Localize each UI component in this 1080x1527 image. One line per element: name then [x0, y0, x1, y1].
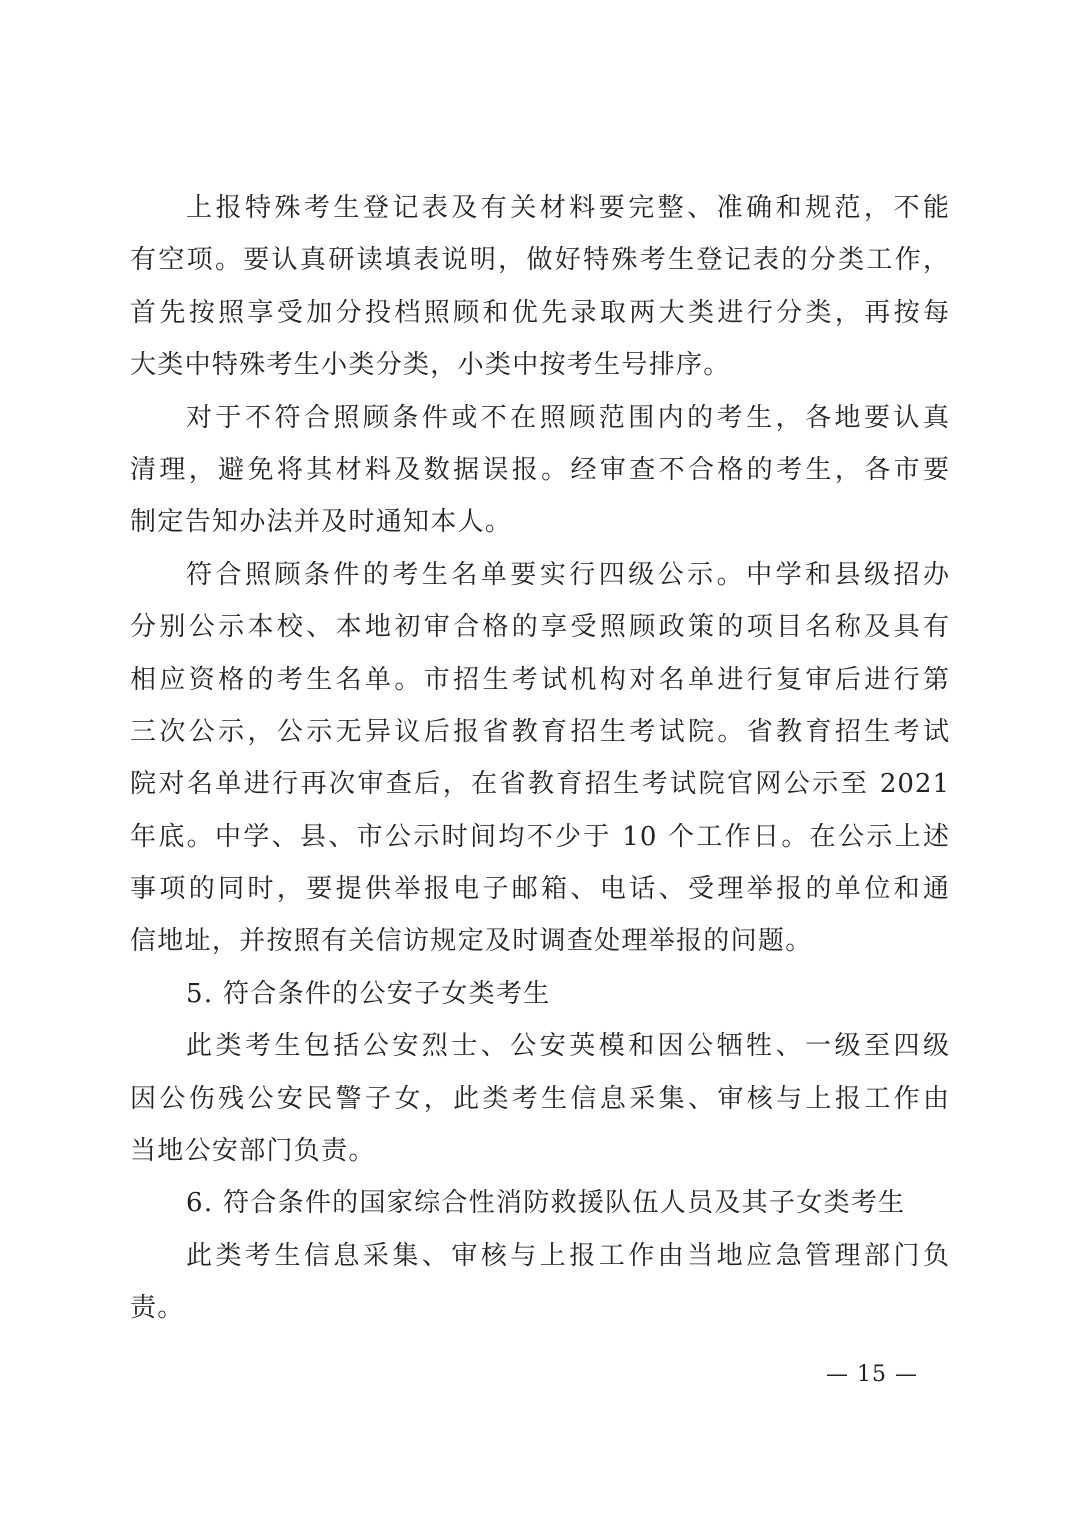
text-line: 制定告知办法并及时通知本人。	[130, 507, 513, 538]
text-line: 院对名单进行再次审查后，在省教育招生考试院官网公示至 2021	[130, 769, 950, 800]
paragraph	[130, 1230, 950, 1335]
text-line: 因公伤残公安民警子女，此类考生信息采集、审核与上报工作由	[130, 1083, 950, 1114]
paragraph	[130, 392, 950, 549]
text-line: 责。	[130, 1293, 185, 1324]
text-line: 年底。中学、县、市公示时间均不少于 10 个工作日。在公示上述	[130, 821, 950, 852]
paragraph	[130, 1177, 950, 1229]
text-line: 有空项。要认真研读填表说明，做好特殊考生登记表的分类工作，	[130, 245, 950, 276]
paragraph	[130, 549, 950, 968]
text-line: 相应资格的考生名单。市招生考试机构对名单进行复审后进行第	[130, 664, 950, 695]
body-text	[130, 182, 950, 1335]
text-line: 6. 符合条件的国家综合性消防救援队伍人员及其子女类考生	[186, 1188, 906, 1219]
paragraph	[130, 968, 950, 1020]
text-line: 此类考生信息采集、审核与上报工作由当地应急管理部门负	[186, 1240, 950, 1271]
text-line: 当地公安部门负责。	[130, 1136, 376, 1167]
paragraph	[130, 1020, 950, 1177]
text-line: 大类中特殊考生小类分类，小类中按考生号排序。	[130, 350, 731, 381]
text-line: 此类考生包括公安烈士、公安英模和因公牺牲、一级至四级	[186, 1031, 950, 1062]
text-line: 事项的同时，要提供举报电子邮箱、电话、受理举报的单位和通	[130, 874, 950, 905]
paragraph	[130, 182, 950, 392]
text-line: 分别公示本校、本地初审合格的享受照顾政策的项目名称及具有	[130, 612, 950, 643]
text-line: 对于不符合照顾条件或不在照顾范围内的考生，各地要认真	[186, 402, 950, 433]
text-line: 符合照顾条件的考生名单要实行四级公示。中学和县级招办	[186, 559, 950, 590]
text-line: 信地址，并按照有关信访规定及时调查处理举报的问题。	[130, 926, 813, 957]
text-line: 清理，避免将其材料及数据误报。经审查不合格的考生，各市要	[130, 454, 950, 485]
text-line: 首先按照享受加分投档照顾和优先录取两大类进行分类，再按每	[130, 297, 950, 328]
text-line: 三次公示，公示无异议后报省教育招生考试院。省教育招生考试	[130, 716, 950, 747]
page-number: — 15 —	[826, 1362, 918, 1387]
text-line: 5. 符合条件的公安子女类考生	[186, 978, 551, 1009]
text-line: 上报特殊考生登记表及有关材料要完整、准确和规范，不能	[186, 193, 950, 223]
